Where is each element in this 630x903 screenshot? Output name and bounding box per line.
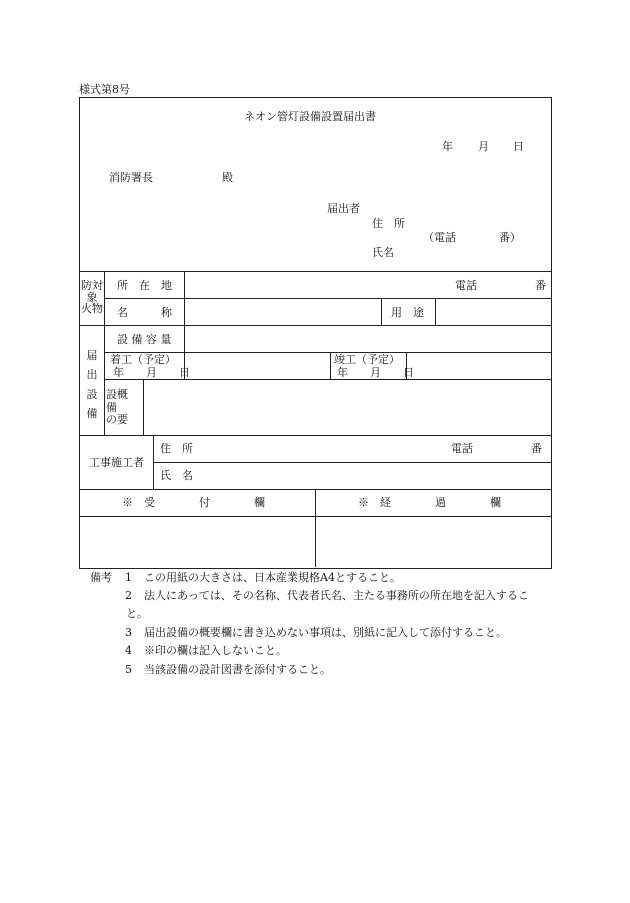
rule (143, 379, 144, 435)
building-location-label: 所 在 地 (117, 279, 172, 292)
building-use-label: 用 途 (391, 306, 424, 319)
equipment-header-line: 設 (86, 387, 98, 401)
form-number: 様式第8号 (79, 83, 130, 96)
contractor-header: 工事施工者 (89, 456, 144, 469)
rule (315, 489, 316, 567)
remark-number: 1 (125, 571, 132, 584)
remark-text: ※印の欄は記入しないこと。 (144, 644, 287, 657)
contractor-phone-label: 電話 (451, 442, 473, 455)
equipment-start-date: 年 月 日 (113, 366, 190, 379)
applicant-phone-open: （電話 (423, 231, 456, 244)
building-header-line: 火物 (81, 302, 103, 316)
contractor-name-label: 氏 名 (160, 469, 193, 482)
summary-label-line: 設概 (106, 388, 128, 401)
building-header-line: 防対 (81, 279, 103, 292)
equipment-capacity-label: 設 備 容 量 (117, 333, 172, 346)
remark-number: 3 (125, 626, 132, 639)
building-header-line: 象 (86, 290, 98, 304)
equipment-summary-label (106, 389, 142, 427)
rule (104, 379, 551, 380)
rule (381, 298, 382, 325)
equipment-finish-date: 年 月 日 (337, 366, 414, 379)
remark-text: 法人にあっては、その名称、代表者氏名、主たる事務所の所在地を記入するこ (144, 590, 529, 601)
contractor-address-label: 住 所 (160, 442, 193, 455)
equipment-finish-label: 竣工（予定） (334, 353, 400, 366)
remarks-label: 備考 (90, 571, 112, 584)
date-year: 年 (442, 140, 453, 153)
date-day: 日 (513, 140, 524, 153)
remark-text-continued: と。 (126, 607, 148, 620)
contractor-phone-suffix: 番 (531, 442, 542, 455)
date-month: 月 (478, 140, 489, 153)
progress-header: ※ 経 過 欄 (358, 496, 501, 509)
reception-header: ※ 受 付 欄 (122, 496, 265, 509)
summary-label-line: の要 (106, 413, 128, 427)
rule (104, 271, 105, 435)
rule (79, 325, 551, 326)
equipment-header-line: 届 (86, 349, 98, 362)
applicant-phone-close: 番） (499, 231, 521, 244)
remark-number: 5 (125, 663, 132, 676)
rule (435, 298, 436, 325)
applicant-address-label: 住 所 (372, 217, 405, 230)
equipment-start-label: 着工（予定） (110, 353, 176, 366)
remark-number: 4 (125, 644, 132, 657)
remark-number: 2 (125, 589, 132, 602)
rule (184, 271, 185, 380)
rule (79, 435, 551, 436)
remark-text: 当該設備の設計図書を添付すること。 (144, 663, 331, 676)
rule (153, 462, 551, 463)
equipment-header-line: 備 (86, 406, 98, 420)
addressee-name: 消防署長 (109, 171, 153, 184)
building-header (80, 280, 104, 315)
equipment-header-line: 出 (86, 368, 98, 382)
applicant-name-label: 氏名 (372, 246, 394, 259)
remark-text: 届出設備の概要欄に書き込めない事項は、別紙に記入して添付すること。 (144, 626, 507, 639)
rule (330, 352, 331, 379)
building-phone-label: 電話 (455, 279, 477, 292)
remark-text: この用紙の大きさは、日本産業規格A4とすること。 (144, 571, 401, 584)
rule (79, 271, 551, 272)
building-name-label: 名 称 (117, 306, 172, 319)
summary-label-line: 備 (106, 400, 117, 414)
equipment-header (80, 346, 104, 423)
building-phone-suffix: 番 (535, 279, 546, 292)
addressee-honorific: 殿 (222, 171, 233, 184)
rule (153, 435, 154, 489)
rule (104, 298, 551, 299)
applicant-label: 届出者 (327, 202, 360, 215)
form-title: ネオン管灯設備設置届出書 (244, 110, 376, 123)
